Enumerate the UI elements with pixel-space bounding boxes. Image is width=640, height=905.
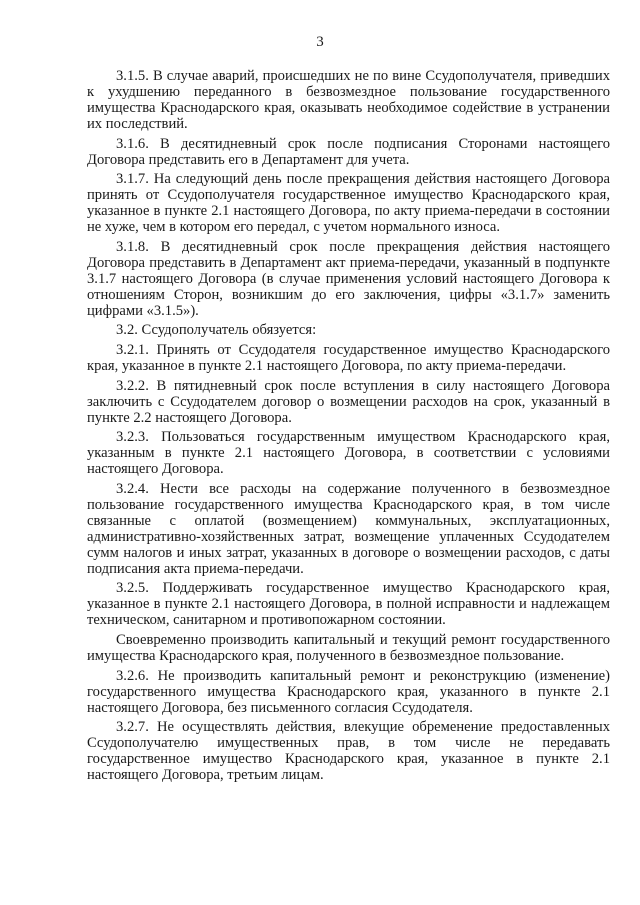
paragraph-3-2-3: 3.2.3. Пользоваться государственным имуществом Краснодарского края, указанным в пункте 2.1 настоящего Договора, в соответствии с условиями настоящего Договора. (87, 429, 610, 478)
paragraph-3-2-5: 3.2.5. Поддерживать государственное имущество Краснодарского края, указанное в пункте 2.1 настоящего Договора, в полной исправности и надлежащем техническом, санитарном и противопожарном состоянии. (87, 580, 610, 629)
paragraph-3-2-7: 3.2.7. Не осуществлять действия, влекущие обременение предоставленных Ссудополучателю имущественных прав, в том числе не передавать государственное имущество Краснодарского края, указанное в пункте 2.1 настоящего Договора, третьим лицам. (87, 719, 610, 784)
paragraph-3-1-6: 3.1.6. В десятидневный срок после подписания Сторонами настоящего Договора представить его в Департамент для учета. (87, 135, 610, 168)
paragraph-3-2-1: 3.2.1. Принять от Ссудодателя государственное имущество Краснодарского края, указанное в пункте 2.1 настоящего Договора, по акту приема-передачи. (87, 341, 610, 374)
paragraph-3-2-4: 3.2.4. Нести все расходы на содержание полученного в безвозмездное пользование государственного имущества Краснодарского края, в том числе связанные с оплатой (возмещением) коммунальных, эксплуатационных, административно-хозяйственных затрат, возмещение уплаченных Ссудодателем сумм налогов и иных затрат, указанных в договоре о возмещении расходов, с даты подписания акта приема-передачи. (87, 480, 610, 577)
paragraph-3-1-5: 3.1.5. В случае аварий, происшедших не по вине Ссудополучателя, приведших к ухудшению переданного в безвозмездное пользование государственного имущества Краснодарского края, оказывать необходимое содействие в устранении их последствий. (87, 68, 610, 132)
page-number: 3 (316, 34, 324, 50)
paragraph-3-1-7: 3.1.7. На следующий день после прекращения действия настоящего Договора принять от Ссудополучателя государственное имущество Краснодарского края, указанное в пункте 2.1 настоящего Договора, по акту приема-передачи в состоянии не хуже, чем в котором его передал, с учетом нормального износа. (87, 171, 610, 236)
paragraph-3-2: 3.2. Ссудополучатель обязуется: (116, 322, 317, 339)
document-body (87, 68, 610, 783)
paragraph-3-1-8: 3.1.8. В десятидневный срок после прекращения действия настоящего Договора представить в Департамент акт приема-передачи, указанный в подпункте 3.1.7 настоящего Договора (в случае применения условий настоящего Договора к отношениям Сторон, возникшим до его заключения, цифры «3.1.7» заменить цифрами «3.1.5»). (87, 238, 610, 319)
paragraph-3-2-5-repair: Своевременно производить капитальный и текущий ремонт государственного имущества Краснодарского края, полученного в безвозмездное пользование. (87, 631, 610, 664)
paragraph-3-2-6: 3.2.6. Не производить капитальный ремонт и реконструкцию (изменение) государственного имущества Краснодарского края, указанного в пункте 2.1 настоящего Договора, без письменного согласия Ссудодателя. (87, 667, 610, 716)
paragraph-3-2-2: 3.2.2. В пятидневный срок после вступления в силу настоящего Договора заключить с Ссудодателем договор о возмещении расходов на срок, указанный в пункте 2.2 настоящего Договора. (87, 377, 610, 426)
